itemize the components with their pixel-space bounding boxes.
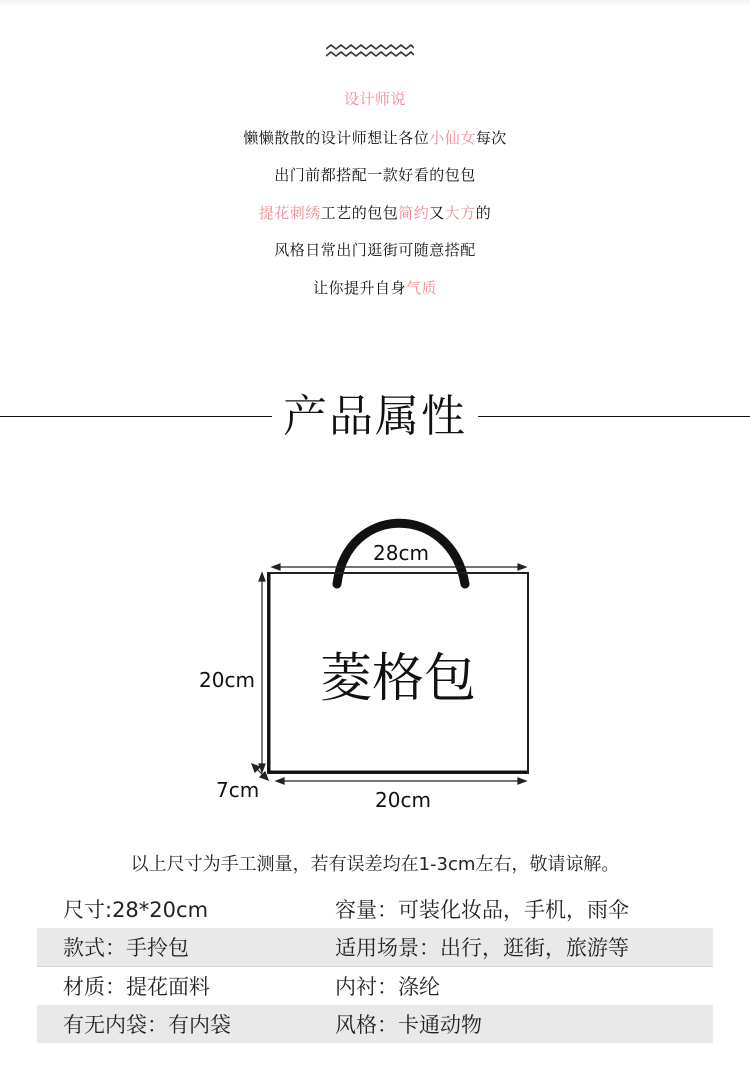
designer-says-label: 设计师说 [343, 90, 406, 108]
section-heading [0, 388, 750, 448]
intro-text: 的 [475, 204, 492, 222]
arrow-height [259, 573, 265, 772]
spec-cell-left: 有无内袋：有内袋 [63, 1013, 231, 1037]
intro-text: 又 [429, 204, 445, 222]
intro-line-2: 出门前都搭配一款好看的包包 [274, 166, 476, 184]
intro-text: 让你提升自身 [312, 279, 406, 297]
bag-name: 菱格包 [319, 649, 476, 709]
spec-cell-right: 风格：卡通动物 [335, 1013, 482, 1037]
spec-row [37, 890, 713, 928]
spec-row [37, 967, 713, 1005]
intro-text: 每次 [475, 129, 507, 147]
spec-row [37, 1005, 713, 1043]
spec-cell-right: 容量：可装化妆品，手机，雨伞 [335, 898, 629, 922]
spec-cell-left: 材质：提花面料 [63, 975, 210, 999]
intro-line-3 [0, 202, 750, 223]
dimension-bottom-label: 20cm [375, 788, 431, 812]
spec-cell-left: 款式：手拎包 [63, 936, 189, 960]
intro-highlight: 小仙女 [429, 129, 476, 147]
intro-text: 工艺的包包 [320, 204, 399, 222]
intro-text: 懒懒散散的设计师想让各位 [243, 129, 430, 147]
intro-highlight: 提花刺绣 [258, 204, 321, 222]
arrow-bottom [276, 778, 526, 784]
intro-highlight: 大方 [444, 204, 476, 222]
dimension-top-label: 28cm [373, 541, 429, 565]
zigzag-ornament-icon [326, 44, 414, 60]
intro-highlight: 简约 [398, 204, 430, 222]
top-shadow-bar [0, 0, 750, 6]
intro-line-1 [0, 127, 750, 148]
spec-cell-right: 内衬：涤纶 [335, 975, 440, 999]
spec-cell-left: 尺寸:28*20cm [63, 898, 209, 922]
intro-highlight: 气质 [406, 279, 438, 297]
spec-row [37, 928, 713, 966]
spec-cell-right: 适用场景：出行，逛街，旅游等 [335, 936, 629, 960]
spec-table [37, 890, 713, 1043]
intro-line-4: 风格日常出门逛街可随意搭配 [274, 241, 476, 259]
heading-rule-right [478, 416, 750, 417]
heading-rule-left [0, 416, 272, 417]
dimension-depth-label: 7cm [216, 778, 260, 802]
dimension-height-label: 20cm [199, 668, 255, 692]
section-title: 产品属性 [283, 391, 467, 442]
measurement-note: 以上尺寸为手工测量，若有误差均在1-3cm左右，敬请谅解。 [130, 854, 620, 875]
intro-line-5 [0, 277, 750, 298]
